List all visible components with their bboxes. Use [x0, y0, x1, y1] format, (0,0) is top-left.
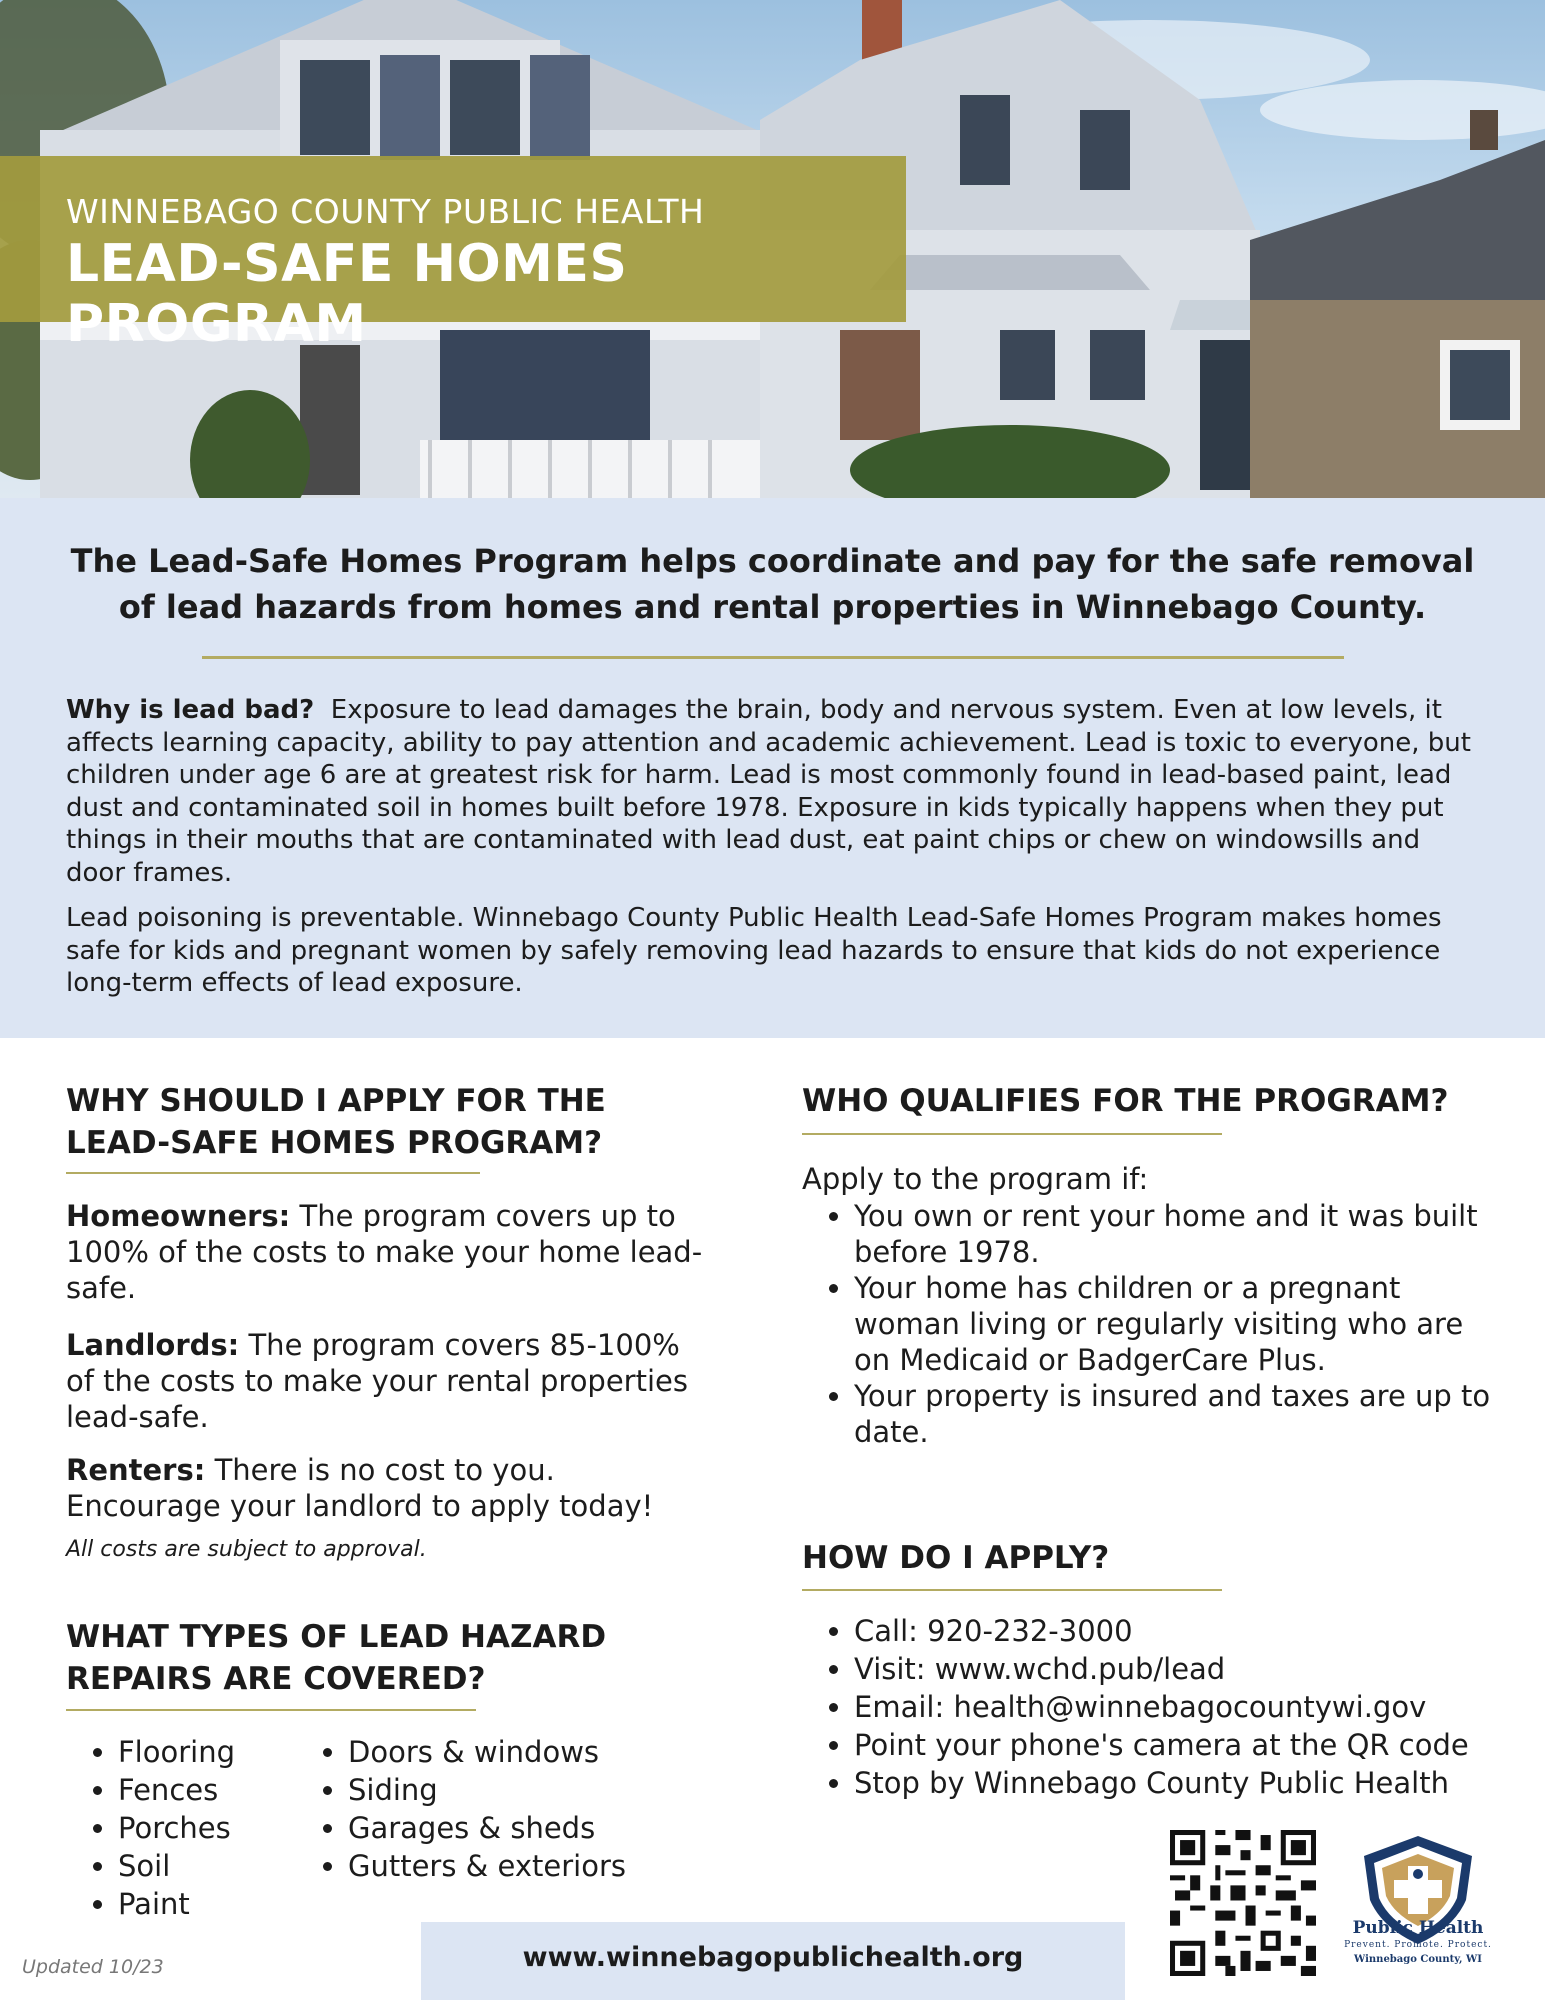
renters-label: Renters:	[66, 1453, 206, 1487]
qualify-intro: Apply to the program if:	[802, 1162, 1149, 1196]
list-item: • Visit: www.wchd.pub/lead	[854, 1650, 1545, 1688]
apply-list	[802, 1612, 1545, 1802]
list-item: • Email: health@winnebagocountywi.gov	[854, 1688, 1545, 1726]
website-bar	[421, 1922, 1125, 2000]
list-item: • Stop by Winnebago County Public Health	[854, 1764, 1545, 1802]
qr-code-icon[interactable]	[1170, 1830, 1316, 1976]
title-banner	[0, 156, 906, 354]
why-apply-heading	[66, 1080, 606, 1164]
list-item: • Porches	[118, 1809, 235, 1847]
repairs-list-1	[66, 1733, 235, 1923]
logo-county: Winnebago County, WI	[1354, 1954, 1482, 1965]
why-lead-bad-text: Exposure to lead damages the brain, body and nervous system. Even at low levels, it affects learning capacity, ability to pay attention and academic achievement. Lead is toxic to everyone, but children under age 6 are at greatest risk for harm. Lead is most commonly found in lead-based paint, lead dust and contaminated soil in homes built before 1978. Exposure in kids typically happens when they put things in their mouths that are contaminated with lead dust, eat paint chips or chew on windowsills and door frames.	[66, 695, 1471, 888]
landlords-text: The program covers 85-100% of the costs to make your rental properties lead-safe.	[66, 1328, 688, 1434]
repairs-list-2	[296, 1733, 626, 1885]
qualify-divider	[802, 1133, 1222, 1135]
list-item: • Point your phone's camera at the QR code	[854, 1726, 1545, 1764]
renters-text: There is no cost to you. Encourage your landlord to apply today!	[66, 1453, 654, 1523]
list-item: • Your property is insured and taxes are up to date.	[854, 1378, 1504, 1450]
hero-photo	[0, 0, 1545, 498]
qualify-heading: WHO QUALIFIES FOR THE PROGRAM?	[802, 1083, 1449, 1119]
list-item: • You own or rent your home and it was built before 1978.	[854, 1198, 1504, 1270]
apply-divider	[802, 1589, 1222, 1591]
prevention-paragraph: Lead poisoning is preventable. Winnebago County Public Health Lead-Safe Homes Program makes homes safe for kids and pregnant women by safely removing lead hazards to ensure that kids do not experience long-term effects of lead exposure.	[66, 903, 1442, 998]
repairs-divider	[66, 1709, 476, 1711]
repairs-heading-line2: REPAIRS ARE COVERED?	[66, 1661, 486, 1697]
why-apply-heading-line1: WHY SHOULD I APPLY FOR THE	[66, 1083, 606, 1119]
list-item: • Garages & sheds	[348, 1809, 626, 1847]
logo-tagline: Prevent. Promote. Protect.	[1344, 1940, 1492, 1950]
landlords-label: Landlords:	[66, 1328, 240, 1362]
apply-heading: HOW DO I APPLY?	[802, 1540, 1110, 1576]
program-title: LEAD-SAFE HOMES PROGRAM	[66, 234, 628, 354]
logo-name: Public Health	[1352, 1918, 1484, 1938]
list-item: • Call: 920-232-3000	[854, 1612, 1545, 1650]
landlords-block	[66, 1327, 706, 1435]
homeowners-text: The program covers up to 100% of the costs to make your home lead-safe.	[66, 1199, 703, 1305]
list-item: • Siding	[348, 1771, 626, 1809]
list-item: • Flooring	[118, 1733, 235, 1771]
list-item: • Soil	[118, 1847, 235, 1885]
homeowners-label: Homeowners:	[66, 1199, 291, 1233]
why-lead-bad-label: Why is lead bad?	[66, 695, 315, 725]
list-item: • Your home has children or a pregnant woman living or regularly visiting who are on Medicaid or BadgerCare Plus.	[854, 1270, 1504, 1378]
repairs-heading	[66, 1616, 606, 1700]
website-link[interactable]: www.winnebagopublichealth.org	[522, 1942, 1024, 1973]
intro-headline: The Lead-Safe Homes Program helps coordinate and pay for the safe removal of lead hazards from homes and rental properties in Winnebago County.	[70, 542, 1475, 626]
list-item: • Doors & windows	[348, 1733, 626, 1771]
updated-date: Updated 10/23	[22, 1956, 164, 1978]
qualify-list	[802, 1198, 1504, 1450]
why-apply-heading-line2: LEAD-SAFE HOMES PROGRAM?	[66, 1125, 603, 1161]
list-item: • Fences	[118, 1771, 235, 1809]
list-item: • Paint	[118, 1885, 235, 1923]
renters-block	[66, 1452, 706, 1524]
homeowners-block	[66, 1198, 706, 1306]
intro-divider	[202, 656, 1344, 659]
why-apply-divider	[66, 1172, 480, 1174]
approval-note: All costs are subject to approval.	[66, 1537, 427, 1562]
intro-section	[0, 498, 1545, 1038]
agency-name: WINNEBAGO COUNTY PUBLIC HEALTH	[66, 192, 705, 231]
list-item: • Gutters & exteriors	[348, 1847, 626, 1885]
why-lead-bad-paragraph	[66, 694, 1486, 889]
repairs-heading-line1: WHAT TYPES OF LEAD HAZARD	[66, 1619, 607, 1655]
